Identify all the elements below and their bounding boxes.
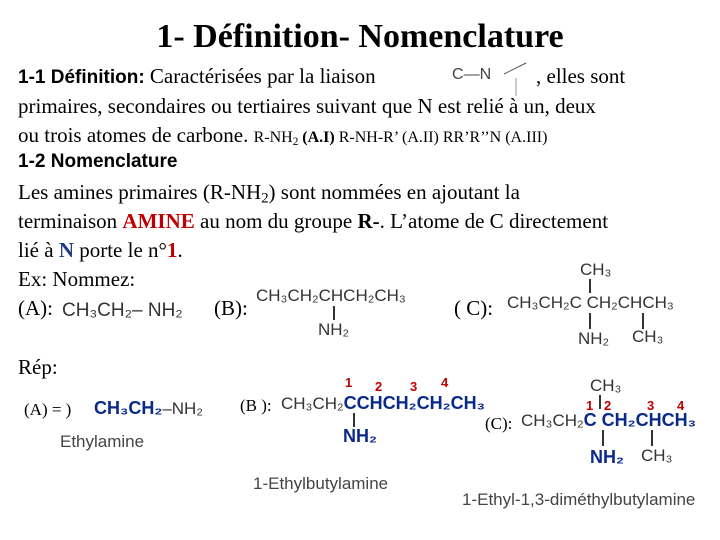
example-c-formula: CH₃CH₂C CH₂CHCH₃ [507, 293, 674, 312]
answer-b-label: (B ): [240, 396, 272, 415]
nomenclature-line-3: lié à N porte le n°1. [18, 238, 183, 262]
answer-c-num-1: 1 [586, 398, 594, 413]
example-c-ch3: CH₃ [632, 327, 664, 346]
definition-line-2: primaires, secondaires ou tertiaires suivant que N est relié à un, deux [18, 94, 596, 118]
answer-c-num-4: 4 [677, 398, 685, 413]
amine-class-3: RR’R’’N (A.III) [438, 129, 548, 146]
answer-c-bond-ch3 [651, 430, 653, 446]
answer-b-num-3: 3 [410, 379, 418, 394]
definition-line-3: ou trois atomes de carbone. $R-NH_2$ (A.I) R-NH-R’ (A.II) RR’R’’N (A.III) [18, 123, 548, 148]
answer-b-nh2: NH₂ [343, 426, 377, 446]
example-b-label: (B): [214, 296, 248, 320]
answer-c-bond-top [599, 395, 601, 409]
answer-b-bond [353, 413, 355, 427]
amine-highlight: AMINE [122, 209, 195, 233]
bond-c-n: C—N [452, 66, 492, 83]
answer-a-formula: CH₃CH₂–NH₂ [94, 398, 203, 418]
definition-text-b: , elles sont [536, 64, 626, 88]
answer-b-formula: CH₃CH₂CCHCH₂CH₂CH₃ [281, 393, 485, 413]
definition-heading: 1-1 Définition: [18, 67, 145, 88]
answer-c-num-2: 2 [604, 398, 612, 413]
answer-c-bond-bottom [602, 430, 604, 446]
example-a-formula: CH₃CH₂– NH₂ [62, 300, 183, 321]
example-c-top: CH₃ [580, 260, 612, 279]
example-c-nh2: NH₂ [578, 329, 610, 348]
answer-c-name: 1-Ethyl-1,3-diméthylbutylamine [462, 490, 696, 509]
answer-c-formula: CH₃CH₂C CH₂CHCH₃ [521, 410, 696, 430]
example-b-nh2: NH₂ [318, 320, 350, 339]
example-b-formula: CH₃CH₂CHCH₂CH₃ [256, 286, 406, 305]
example-prompt: Ex: Nommez: [18, 267, 136, 291]
nomenclature-line-2: terminaison AMINE au nom du groupe R-. L’atome de C directement [18, 209, 609, 233]
answer-a-label: (A) = ) [24, 400, 72, 419]
answer-c-nh2: NH₂ [590, 447, 624, 467]
definition-text-a: Caractérisées par la liaison [144, 64, 376, 88]
answer-c-label: (C): [485, 414, 513, 433]
example-a-label: (A): [18, 296, 53, 320]
answer-b-name: 1-Ethylbutylamine [253, 474, 389, 493]
example-c-label: ( C): [454, 296, 494, 320]
answer-c-ch3: CH₃ [641, 446, 673, 465]
answer-b-num-2: 2 [375, 379, 383, 394]
nomenclature-heading: 1-2 Nomenclature [18, 151, 178, 172]
example-b-bond [333, 306, 335, 320]
answer-b-num-1: 1 [345, 375, 353, 390]
answer-c-top: CH₃ [590, 376, 622, 395]
amine-class-1: $R-NH_2$ (A.I) [253, 129, 335, 148]
n-atom-highlight: N [58, 238, 74, 262]
answer-a-name: Ethylamine [60, 432, 145, 451]
answer-c-num-3: 3 [647, 398, 655, 413]
page-title: 1- Définition- Nomenclature [156, 18, 564, 55]
definition-line-1 [18, 64, 376, 89]
answer-label: Rép: [18, 355, 58, 379]
nomenclature-line-1: Les amines primaires $(R-NH_2)$ sont nommées en ajoutant la [18, 180, 520, 207]
example-c-bond-bottom [589, 313, 591, 329]
answer-b-num-4: 4 [441, 375, 449, 390]
amine-class-2: R-NH-R’ (A.II) [334, 129, 439, 146]
example-c-bond-top [589, 279, 591, 293]
